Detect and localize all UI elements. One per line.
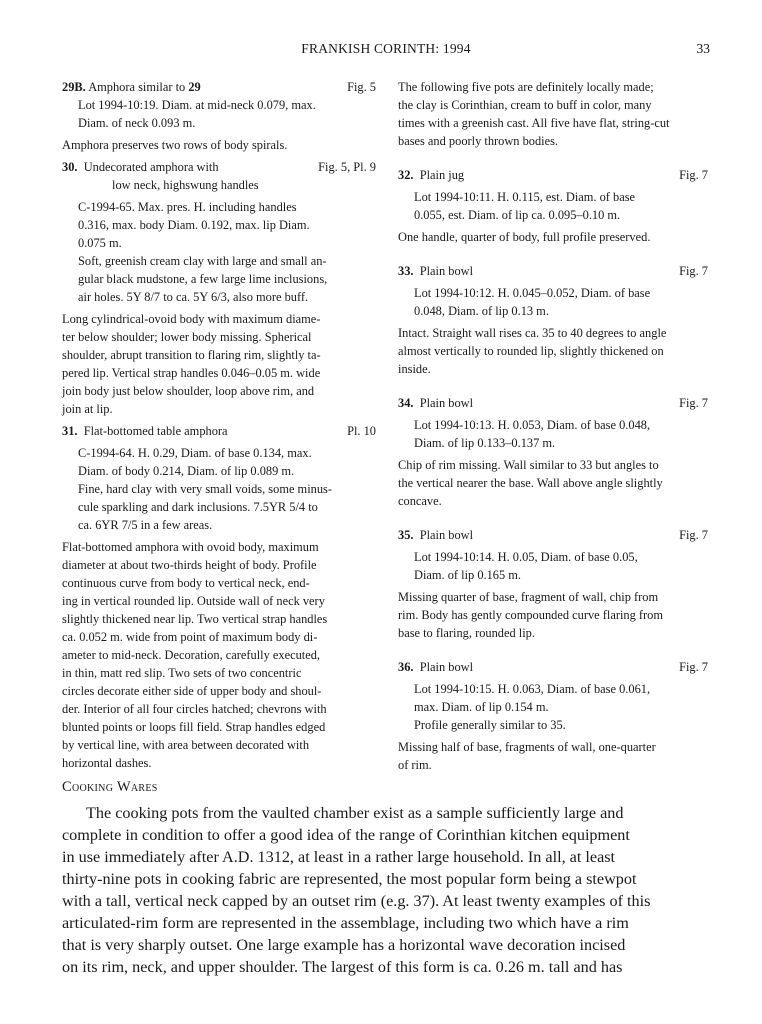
desc-line: ing in vertical rounded lip. Outside wall of neck very <box>62 594 325 608</box>
lot-line: Lot 1994-10:12. H. 0.045–0.052, Diam. of base <box>414 286 651 300</box>
lot-info <box>398 548 708 584</box>
entry-title <box>398 262 473 280</box>
entry-title-text: Plain jug <box>419 168 465 182</box>
entry-number: 33. <box>398 264 414 278</box>
running-head: FRANKISH CORINTH: 1994 <box>301 41 471 56</box>
catalogue-entry-29b <box>62 78 376 154</box>
figure-ref: Fig. 7 <box>679 168 708 182</box>
desc-line: pered lip. Vertical strap handles 0.046–0.05 m. wide <box>62 366 321 380</box>
lot-line: Diam. of neck 0.093 m. <box>78 116 196 130</box>
desc-line: diameter at about two-thirds height of body. Profile <box>62 558 317 572</box>
lot-info <box>398 680 708 734</box>
body-line: with a tall, vertical neck capped by an outset rim (e.g. 37). At least twenty examples of this <box>62 892 651 910</box>
desc-line: Missing half of base, fragments of wall, one-quarter <box>398 740 656 754</box>
desc-line: ameter to mid-neck. Decoration, carefully executed, <box>62 648 321 662</box>
body-line: in use immediately after A.D. 1312, at least in a rather large household. In all, at least <box>62 848 616 866</box>
figure-ref: Fig. 7 <box>679 396 708 410</box>
intro-line: bases and poorly thrown bodies. <box>398 134 559 148</box>
inv-line: 0.075 m. <box>78 236 122 250</box>
entry-title-text: Plain bowl <box>419 264 474 278</box>
lot-line: Lot 1994-10:11. H. 0.115, est. Diam. of base <box>414 190 636 204</box>
entry-heading <box>398 658 708 676</box>
body-line: on its rim, neck, and upper shoulder. The largest of this form is ca. 0.26 m. tall and has <box>62 958 623 976</box>
lot-line: Lot 1994-10:13. H. 0.053, Diam. of base 0.048, <box>414 418 651 432</box>
entry-description: One handle, quarter of body, full profile preserved. <box>398 230 651 244</box>
inv-line: C-1994-64. H. 0.29, Diam. of base 0.134, max. <box>78 446 312 460</box>
body-line: thirty-nine pots in cooking fabric are represented, the most popular form being a stewpot <box>62 870 637 888</box>
entry-description <box>398 324 708 378</box>
intro-line: times with a greenish cast. All five have flat, string-cut <box>398 116 670 130</box>
desc-line: slightly thickened near lip. Two vertical strap handles <box>62 612 328 626</box>
entry-title <box>398 166 464 184</box>
desc-line: in thin, matt red slip. Two sets of two concentric <box>62 666 302 680</box>
lot-line: Lot 1994-10:19. Diam. at mid-neck 0.079, max. <box>78 98 316 112</box>
desc-line: almost vertically to rounded lip, slightly thickened on <box>398 344 664 358</box>
figure-ref: Fig. 5, Pl. 9 <box>318 160 376 174</box>
lot-line: 0.048, Diam. of lip 0.13 m. <box>414 304 549 318</box>
entry-number: 30. <box>62 160 78 174</box>
desc-line: join body just below shoulder, loop above rim, and <box>62 384 315 398</box>
desc-line: concave. <box>398 494 442 508</box>
intro-paragraph <box>398 78 708 150</box>
intro-line: The following five pots are definitely locally made; <box>398 80 654 94</box>
lot-line: Diam. of lip 0.165 m. <box>414 568 522 582</box>
entry-description <box>398 738 708 774</box>
left-column <box>62 78 376 772</box>
entry-ref: 29 <box>188 80 201 94</box>
desc-line: ter below shoulder; lower body missing. Spherical <box>62 330 312 344</box>
figure-ref: Fig. 5 <box>347 80 376 94</box>
entry-title <box>398 658 473 676</box>
inv-line: Diam. of body 0.214, Diam. of lip 0.089 m. <box>78 464 295 478</box>
entry-heading <box>398 394 708 412</box>
desc-line: Chip of rim missing. Wall similar to 33 but angles to <box>398 458 659 472</box>
entry-heading <box>398 526 708 544</box>
entry-description <box>398 588 708 642</box>
fabric-line: air holes. 5Y 8/7 to ca. 5Y 6/3, also more buff. <box>78 290 309 304</box>
entry-heading <box>398 166 708 184</box>
desc-line: Long cylindrical-ovoid body with maximum diame- <box>62 312 321 326</box>
entry-description <box>62 310 376 418</box>
catalogue-entry-31 <box>62 422 376 772</box>
fabric-line: ca. 6YR 7/5 in a few areas. <box>78 518 213 532</box>
desc-line: inside. <box>398 362 431 376</box>
desc-line: rim. Body has gently compounded curve flaring from <box>398 608 663 622</box>
catalogue-entry-30 <box>62 158 376 418</box>
fabric-line: Soft, greenish cream clay with large and small an- <box>78 254 327 268</box>
fabric-line: gular black mudstone, a few large lime inclusions, <box>78 272 328 286</box>
body-line: The cooking pots from the vaulted chamber exist as a sample sufficiently large and <box>86 804 624 822</box>
desc-line: of rim. <box>398 758 432 772</box>
fabric-line: cule sparkling and dark inclusions. 7.5YR 5/4 to <box>78 500 318 514</box>
catalogue-entry-35 <box>398 526 708 642</box>
desc-line: Intact. Straight wall rises ca. 35 to 40 degrees to angle <box>398 326 667 340</box>
desc-line: continuous curve from body to vertical neck, end- <box>62 576 310 590</box>
body-line: articulated-rim form are represented in the assemblage, including two which have a rim <box>62 914 629 932</box>
entry-title-text: Undecorated amphora with <box>83 160 219 174</box>
entry-title-text: Flat-bottomed table amphora <box>83 424 228 438</box>
desc-line: the vertical nearer the base. Wall above angle slightly <box>398 476 663 490</box>
figure-ref: Pl. 10 <box>347 424 376 438</box>
entry-number: 29B. <box>62 80 86 94</box>
catalogue-entry-33 <box>398 262 708 378</box>
desc-line: der. Interior of all four circles hatched; chevrons with <box>62 702 327 716</box>
catalogue-entry-34 <box>398 394 708 510</box>
lot-line: 0.055, est. Diam. of lip ca. 0.095–0.10 m. <box>414 208 621 222</box>
right-column <box>398 78 708 774</box>
lot-line: Profile generally similar to 35. <box>414 718 566 732</box>
entry-number: 32. <box>398 168 414 182</box>
desc-line: base to flaring, rounded lip. <box>398 626 535 640</box>
entry-heading <box>62 158 376 176</box>
figure-ref: Fig. 7 <box>679 264 708 278</box>
desc-line: horizontal dashes. <box>62 756 152 770</box>
entry-title <box>62 78 201 96</box>
lot-info <box>398 188 708 224</box>
lot-line: Lot 1994-10:15. H. 0.063, Diam. of base 0.061, <box>414 682 651 696</box>
desc-line: circles decorate either side of upper body and shoul- <box>62 684 322 698</box>
intro-line: the clay is Corinthian, cream to buff in color, many <box>398 98 652 112</box>
entry-heading <box>398 262 708 280</box>
desc-line: by vertical line, with area between decorated with <box>62 738 310 752</box>
page-number: 33 <box>696 41 710 56</box>
entry-title <box>62 422 228 440</box>
entry-heading <box>62 78 376 96</box>
entry-title-text: Plain bowl <box>419 528 474 542</box>
inv-line: 0.316, max. body Diam. 0.192, max. lip Diam. <box>78 218 310 232</box>
figure-ref: Fig. 7 <box>679 528 708 542</box>
entry-description: Amphora preserves two rows of body spirals. <box>62 138 288 152</box>
entry-description <box>62 538 376 772</box>
lot-info <box>398 284 708 320</box>
lot-line: Diam. of lip 0.133–0.137 m. <box>414 436 556 450</box>
lot-line: Lot 1994-10:14. H. 0.05, Diam. of base 0.05, <box>414 550 638 564</box>
entry-number: 36. <box>398 660 414 674</box>
desc-line: ca. 0.052 m. wide from point of maximum body di- <box>62 630 318 644</box>
entry-title-text: Amphora similar to <box>88 80 186 94</box>
lot-line: max. Diam. of lip 0.154 m. <box>414 700 549 714</box>
body-line: that is very sharply outset. One large example has a horizontal wave decoration incised <box>62 936 626 954</box>
desc-line: join at lip. <box>62 402 113 416</box>
entry-number: 31. <box>62 424 78 438</box>
inventory-info <box>62 444 376 534</box>
entry-number: 35. <box>398 528 414 542</box>
fabric-line: Fine, hard clay with very small voids, some minus- <box>78 482 332 496</box>
desc-line: blunted points or loops fill field. Strap handles edged <box>62 720 326 734</box>
lot-info <box>62 96 376 132</box>
entry-title <box>398 394 473 412</box>
entry-title <box>62 158 219 176</box>
entry-description <box>398 456 708 510</box>
entry-title-text: Plain bowl <box>419 660 474 674</box>
page-header <box>62 40 710 60</box>
entry-title-text: Plain bowl <box>419 396 474 410</box>
figure-ref: Fig. 7 <box>679 660 708 674</box>
catalogue-entry-36 <box>398 658 708 774</box>
catalogue-entry-32 <box>398 166 708 246</box>
entry-title-cont: low neck, highswung handles <box>112 178 259 192</box>
inventory-info <box>62 198 376 306</box>
entry-title <box>398 526 473 544</box>
entry-number: 34. <box>398 396 414 410</box>
desc-line: Missing quarter of base, fragment of wall, chip from <box>398 590 659 604</box>
lot-info <box>398 416 708 452</box>
desc-line: Flat-bottomed amphora with ovoid body, maximum <box>62 540 319 554</box>
section-body <box>62 802 710 978</box>
inv-line: C-1994-65. Max. pres. H. including handles <box>78 200 297 214</box>
body-line: complete in condition to offer a good idea of the range of Corinthian kitchen equipment <box>62 826 630 844</box>
section-heading: Cooking Wares <box>62 779 158 795</box>
entry-heading <box>62 422 376 440</box>
desc-line: shoulder, abrupt transition to flaring rim, slightly ta- <box>62 348 321 362</box>
